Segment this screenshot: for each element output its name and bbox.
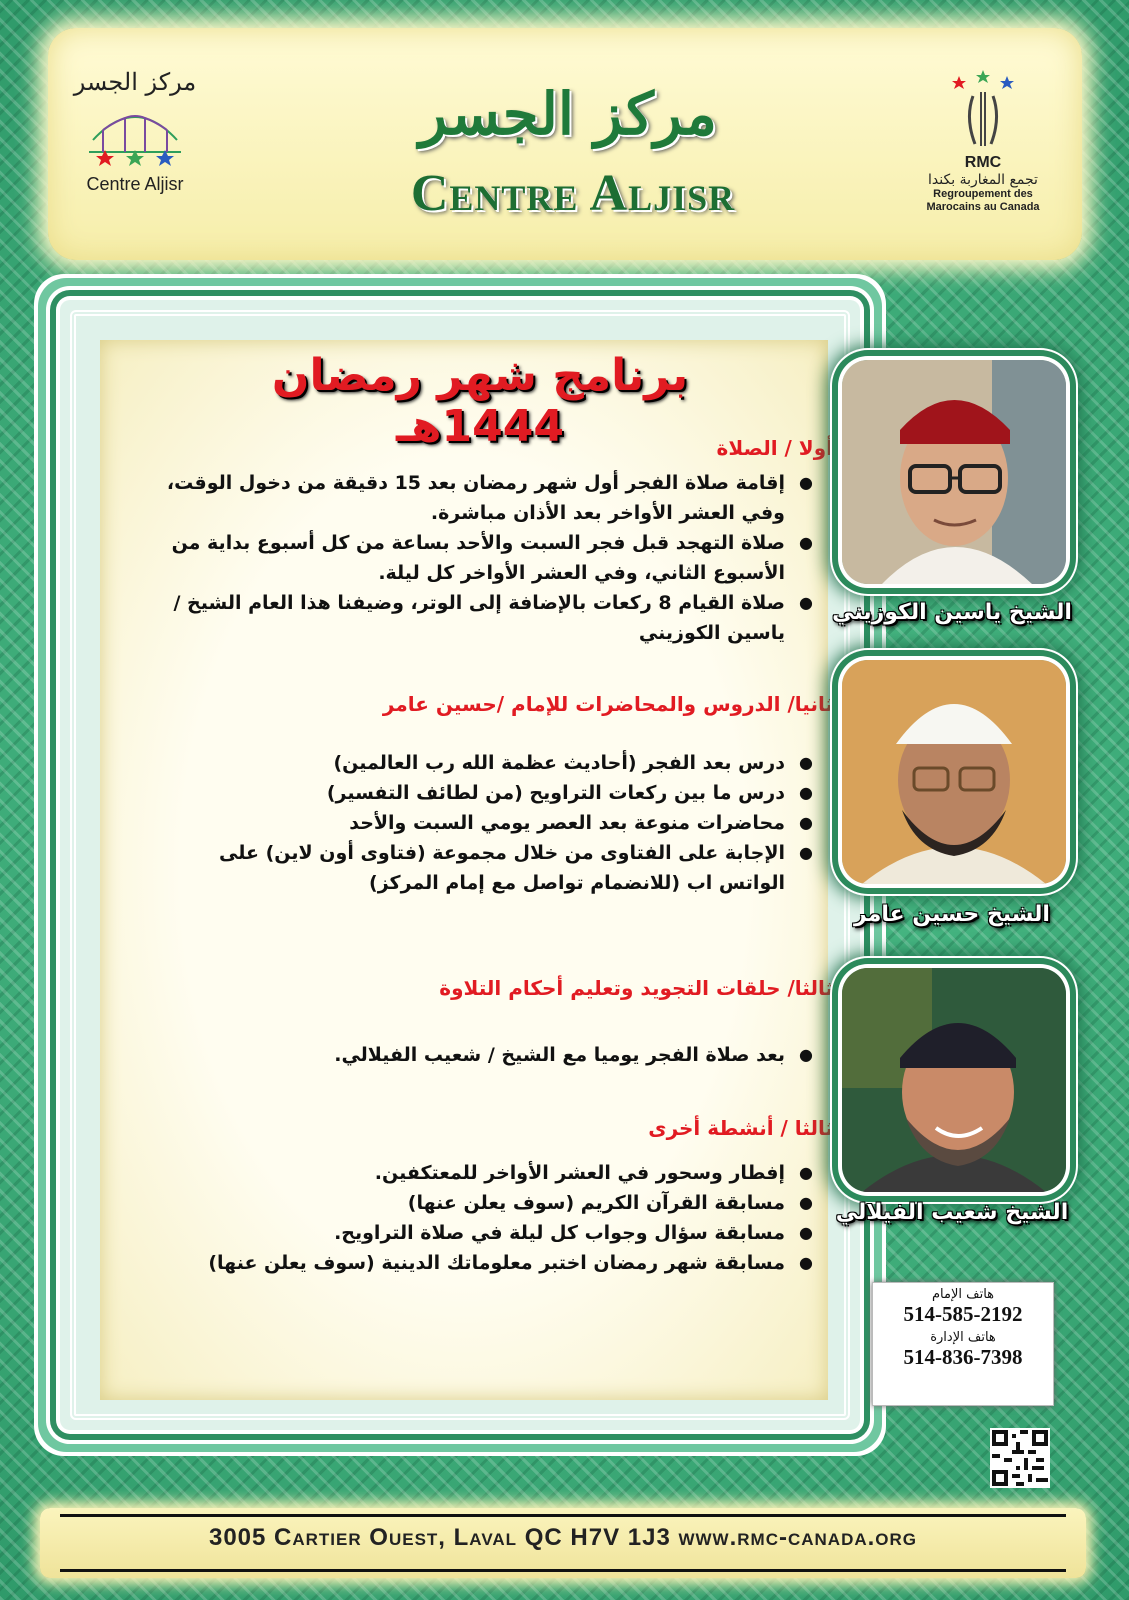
page-title-english: Centre Aljisr [410, 165, 736, 222]
section-list-tajweed [153, 1040, 813, 1070]
page-title-arabic: مركز الجسر [419, 80, 717, 148]
footer-banner [40, 1508, 1086, 1578]
section-heading-tajweed: ثالثا/ حلقات التجويد وتعليم أحكام التلاوة [439, 976, 833, 1000]
rmc-label: RMC [964, 154, 1002, 171]
rmc-logo [908, 68, 1058, 258]
admin-phone-label: هاتف الإدارة [930, 1330, 996, 1345]
portrait-chouaib-image [842, 968, 1066, 1192]
list-item: ● مسابقة القرآن الكريم (سوف يعلن عنها) [153, 1188, 813, 1218]
logo-left-arabic: مركز الجسر [73, 68, 197, 96]
rmc-stars-logo-icon [943, 68, 1023, 148]
rmc-arabic-name: تجمع المغاربة بكندا [928, 172, 1038, 188]
list-item: ● مسابقة سؤال وجواب كل ليلة في صلاة التراويح. [153, 1218, 813, 1248]
list-item: ● صلاة التهجد قبل فجر السبت والأحد بساعة من كل أسبوع بداية من الأسبوع الثاني، وفي العشر الأواخر كل ليلة. [153, 528, 813, 588]
portrait-yassine-image [842, 360, 1066, 584]
footer-rule-bottom [60, 1569, 1066, 1572]
section-heading-lessons: ثانيا/ الدروس والمحاضرات للإمام /حسين عامر [382, 692, 833, 716]
portrait-caption-hussein: الشيخ حسين عامر [854, 902, 1050, 927]
imam-phone-label: هاتف الإمام [931, 1287, 995, 1302]
header-banner [48, 28, 1082, 260]
list-item: ● درس ما بين ركعات التراويح (من لطائف التفسير) [153, 778, 813, 808]
list-item: ● مسابقة شهر رمضان اختبر معلوماتك الدينية (سوف يعلن عنها) [153, 1248, 813, 1278]
list-item: ● الإجابة على الفتاوى من خلال مجموعة (فتاوى أون لاين) على الواتس اب (للانضمام تواصل مع إمام المركز) [153, 838, 813, 898]
list-item: ● درس بعد الفجر (أحاديث عظمة الله رب العالمين) [153, 748, 813, 778]
list-item: ● محاضرات منوعة بعد العصر يومي السبت والأحد [153, 808, 813, 838]
section-list-lessons [153, 748, 813, 898]
program-title: برنامج شهر رمضان 1444هـ [271, 350, 689, 452]
portrait-caption-chouaib: الشيخ شعيب الفيلالي [835, 1200, 1069, 1225]
phone-numbers-box [872, 1282, 1054, 1406]
list-item: ● بعد صلاة الفجر يوميا مع الشيخ / شعيب الفيلالي. [153, 1040, 813, 1070]
list-item: ● إفطار وسحور في العشر الأواخر للمعتكفين. [153, 1158, 813, 1188]
rmc-french-name-1: Regroupement des [933, 188, 1033, 200]
portrait-hussein-image [842, 660, 1066, 884]
portrait-chouaib [842, 968, 1066, 1192]
section-heading-activities: ثالثا / أنشطة أخرى [648, 1116, 833, 1140]
imam-phone-number: 514-585-2192 [903, 1302, 1023, 1326]
footer-address: 3005 Cartier Ouest, Laval QC H7V 1J3 www.rmc-canada.org [208, 1524, 918, 1551]
qr-code-icon [990, 1428, 1050, 1488]
centre-aljisr-logo [70, 68, 200, 248]
list-item: ● إقامة صلاة الفجر أول شهر رمضان بعد 15 دقيقة من دخول الوقت، وفي العشر الأواخر بعد الأذان مباشرة. [153, 468, 813, 528]
portrait-hussein [842, 660, 1066, 884]
footer-rule-top [60, 1514, 1066, 1517]
bridge-logo-icon [85, 100, 185, 170]
portrait-yassine [842, 360, 1066, 584]
rmc-french-name-2: Marocains au Canada [926, 201, 1040, 213]
section-list-prayer [153, 468, 813, 648]
section-heading-prayer: أولا / الصلاة [716, 436, 833, 460]
admin-phone-number: 514-836-7398 [903, 1345, 1023, 1369]
portrait-caption-yassine: الشيخ ياسين الكوزيني [832, 600, 1072, 625]
list-item: ● صلاة القيام 8 ركعات بالإضافة إلى الوتر، وضيفنا هذا العام الشيخ / ياسين الكوزيني [153, 588, 813, 648]
section-list-activities [153, 1158, 813, 1278]
logo-left-english: Centre Aljisr [86, 174, 184, 194]
